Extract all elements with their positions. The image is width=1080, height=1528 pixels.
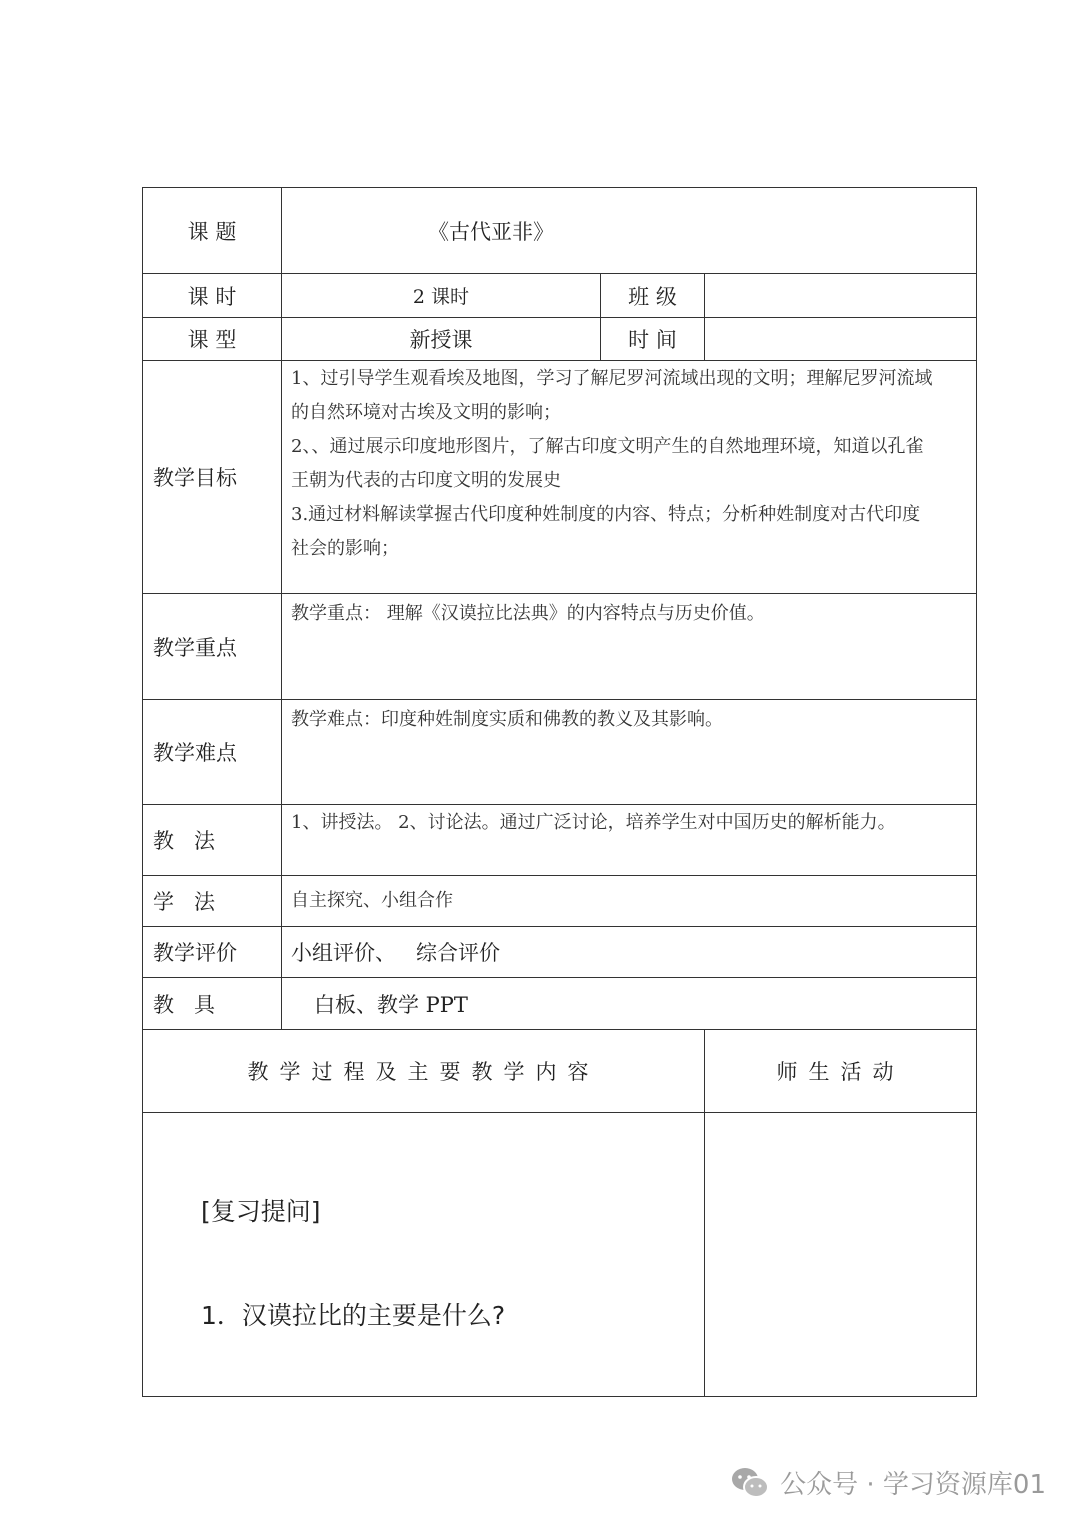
objective-line: 王朝为代表的古印度文明的发展史 (291, 470, 561, 491)
review-title: [复习提问] (201, 1197, 321, 1226)
objective-line: 的自然环境对古埃及文明的影响； (291, 402, 561, 423)
tools-label: 教 具 (153, 992, 216, 1017)
learning-method-text: 自主探究、小组合作 (291, 890, 453, 911)
topic-value: 《古代亚非》 (428, 219, 554, 244)
learning-method-label: 学 法 (153, 890, 216, 914)
class-label: 班 级 (628, 284, 677, 309)
difficulty-label: 教学难点 (153, 741, 237, 765)
objectives-label: 教学目标 (153, 466, 237, 490)
process-header-left: 教学过程及主要教学内容 (247, 1060, 600, 1084)
watermark (730, 1464, 1046, 1501)
type-label: 课 型 (187, 328, 237, 352)
tools-text: 白板、教学 PPT (314, 992, 468, 1017)
topic-label: 课 题 (187, 219, 237, 244)
evaluation-label: 教学评价 (153, 941, 237, 965)
difficulty-text: 教学难点：印度种姓制度实质和佛教的教义及其影响。 (291, 709, 723, 730)
objective-line: 2、、通过展示印度地形图片，了解古印度文明产生的自然地理环境，知道以孔雀 (291, 436, 924, 457)
objective-line: 1、过引导学生观看埃及地图，学习了解尼罗河流域出现的文明；理解尼罗河流域 (291, 368, 933, 389)
objective-line: 3.通过材料解读掌握古代印度种姓制度的内容、特点；分析种姓制度对古代印度 (291, 504, 921, 525)
hours-value: 2 课时 (412, 286, 470, 308)
teaching-method-label: 教 法 (153, 829, 216, 853)
objective-line: 社会的影响； (291, 538, 399, 559)
class-value (705, 274, 976, 317)
type-value: 新授课 (409, 328, 473, 352)
hours-label: 课 时 (187, 284, 237, 309)
question-1: 1．汉谟拉比的主要是什么? (201, 1301, 506, 1330)
wechat-icon (730, 1466, 770, 1500)
teaching-method-text: 1、讲授法。 2、讨论法。通过广泛讨论，培养学生对中国历史的解析能力。 (291, 812, 896, 833)
key-point-text: 教学重点： 理解《汉谟拉比法典》的内容特点与历史价值。 (291, 603, 765, 624)
time-label: 时 间 (628, 328, 677, 352)
key-point-label: 教学重点 (153, 635, 237, 660)
evaluation-text: 小组评价、 综合评价 (291, 941, 501, 965)
process-header-right: 师生活动 (776, 1060, 905, 1084)
time-value (705, 318, 976, 360)
objectives-text (291, 362, 973, 566)
watermark-text: 公众号 · 学习资源库01 (780, 1470, 1046, 1500)
